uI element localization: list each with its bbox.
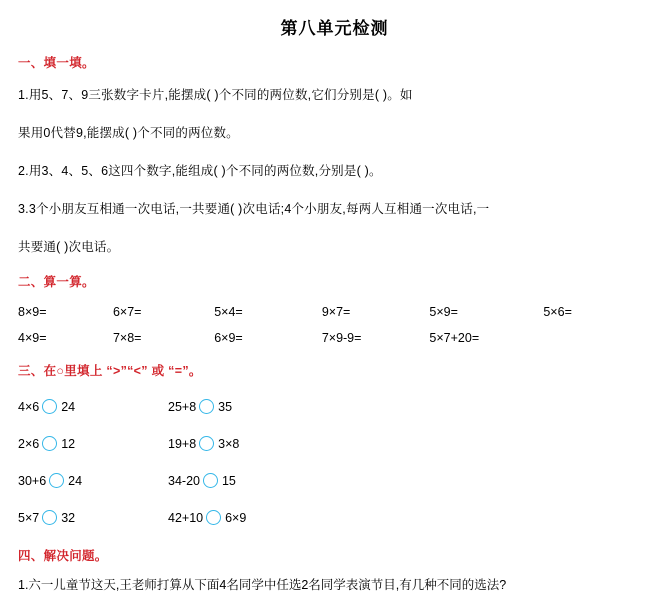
question-1-line-1: 1.用5、7、9三张数字卡片,能摆成( )个不同的两位数,它们分别是( )。如 [18,88,413,102]
compare-left-expression: 2×6 [18,436,40,451]
compare-grid [18,388,651,536]
compare-right-expression: 24 [68,473,83,488]
compare-item [168,510,246,525]
calculation-row [18,325,651,351]
section-heading-compare [18,361,651,379]
compare-circle-blank[interactable] [42,399,57,414]
compare-item [18,436,168,451]
compare-left-expression: 25+8 [168,399,197,414]
compare-left-expression: 4×6 [18,399,40,414]
calculation-item: 6×9= [214,331,243,345]
section-heading-fill-in: 一、填一填。 [18,56,95,70]
calculation-item: 7×8= [112,331,142,345]
section-heading-calculate: 二、算一算。 [18,275,95,289]
calculation-item: 9×7= [321,305,351,319]
calculation-row [18,299,651,325]
compare-circle-blank[interactable] [203,473,218,488]
compare-item [168,399,232,414]
compare-row [18,499,651,536]
calculation-grid [18,299,651,351]
compare-right-expression: 32 [61,510,76,525]
question-3-line-1: 3.3个小朋友互相通一次电话,一共要通( )次电话;4个小朋友,每两人互相通一次电话,一 [18,202,490,216]
compare-right-expression: 15 [221,473,236,488]
section-heading-problem-solving: 四、解决问题。 [18,549,108,563]
compare-circle-blank[interactable] [199,436,214,451]
compare-item [18,473,168,488]
compare-right-expression: 35 [218,399,233,414]
compare-right-expression: 24 [61,399,76,414]
compare-left-expression: 30+6 [18,473,47,488]
compare-item [168,473,236,488]
compare-left-expression: 34-20 [168,473,200,488]
compare-right-expression: 3×8 [218,436,240,451]
compare-left-expression: 19+8 [168,436,197,451]
compare-circle-blank[interactable] [199,399,214,414]
calculation-item: 4×9= [18,331,47,345]
question-2: 2.用3、4、5、6这四个数字,能组成( )个不同的两位数,分别是( )。 [18,164,382,178]
compare-row [18,388,651,425]
problem-1: 1.六一儿童节这天,王老师打算从下面4名同学中任选2名同学表演节目,有几种不同的选法? [18,578,507,592]
compare-circle-blank[interactable] [49,473,64,488]
question-1-line-2: 果用0代替9,能摆成( )个不同的两位数。 [18,126,239,140]
calculation-item: 8×9= [18,305,47,319]
calculation-item: 7×9-9= [321,331,362,345]
compare-right-expression: 12 [61,436,76,451]
calculation-item: 6×7= [112,305,142,319]
compare-item [18,510,168,525]
compare-item [18,399,168,414]
section-heading-compare-text: 三、在○里填上 “>”“<” 或 “=”。 [18,364,202,378]
compare-left-expression: 5×7 [18,510,40,525]
calculation-item: 5×9= [429,305,458,319]
compare-item [168,436,239,451]
compare-circle-blank[interactable] [42,436,57,451]
compare-row [18,425,651,462]
question-3-line-2: 共要通( )次电话。 [18,240,120,254]
compare-circle-blank[interactable] [42,510,57,525]
compare-left-expression: 42+10 [168,510,204,525]
page-title: 第八单元检测 [280,19,389,38]
compare-row [18,462,651,499]
calculation-item: 5×4= [214,305,243,319]
calculation-item [543,325,651,351]
compare-right-expression: 6×9 [225,510,247,525]
calculation-item: 5×7+20= [429,331,480,345]
compare-circle-blank[interactable] [206,510,221,525]
calculation-item: 5×6= [543,305,572,319]
